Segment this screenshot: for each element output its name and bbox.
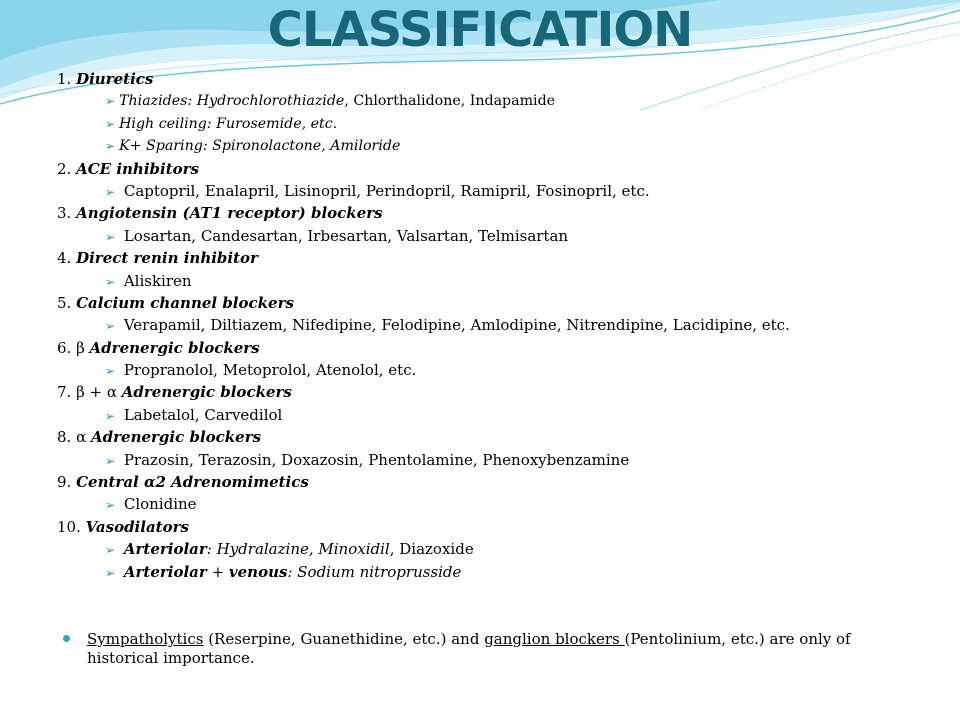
list-item: [57, 270, 937, 292]
section-label: Adrenergic blockers: [121, 383, 292, 402]
section-label: Angiotensin (AT1 receptor) blockers: [76, 204, 383, 223]
item-text: Clonidine: [123, 495, 197, 514]
arrow-bullet-icon: ➢: [105, 139, 116, 154]
arrow-bullet-icon: ➢: [105, 184, 116, 199]
item-text: +: [206, 562, 229, 581]
footnote-span: (Pentolinium, etc.) are only of historical importance.: [87, 630, 851, 667]
arrow-bullet-icon: ➢: [105, 543, 116, 558]
list-item: [57, 135, 937, 157]
list-item: [57, 404, 937, 426]
item-text: , Diazoxide: [389, 540, 474, 559]
section-label: Vasodilators: [85, 517, 189, 536]
arrow-bullet-icon: ➢: [105, 408, 116, 423]
item-text-italic: : Hydralazine, Minoxidil: [206, 540, 390, 559]
arrow-bullet-icon: ➢: [105, 229, 116, 244]
section-heading-1: [57, 68, 937, 90]
list-item: [57, 314, 937, 336]
footnote-text: [87, 630, 923, 668]
item-text: Prazosin, Terazosin, Doxazosin, Phentolamine, Phenoxybenzamine: [123, 450, 630, 469]
arrow-bullet-icon: ➢: [105, 565, 116, 580]
item-text: , Chlorthalidone, Indapamide: [344, 93, 556, 110]
list-item: [57, 180, 937, 202]
list-item: [57, 538, 937, 560]
section-number: 6. β: [57, 338, 85, 357]
list-item: [57, 113, 937, 135]
section-heading-9: [57, 471, 937, 493]
section-label: Adrenergic blockers: [89, 338, 260, 357]
item-term: venous: [228, 562, 288, 581]
arrow-bullet-icon: ➢: [105, 94, 116, 109]
section-label: Calcium channel blockers: [76, 293, 294, 312]
section-heading-7: [57, 381, 937, 403]
arrow-bullet-icon: ➢: [105, 364, 116, 379]
list-item: [57, 90, 937, 112]
classification-list: [57, 68, 937, 583]
section-heading-4: [57, 247, 937, 269]
section-label: Central α2 Adrenomimetics: [76, 473, 309, 492]
item-text-italic: K+ Sparing: Spironolactone, Amiloride: [119, 138, 401, 155]
arrow-bullet-icon: ➢: [105, 498, 116, 513]
item-text: Captopril, Enalapril, Lisinopril, Perindopril, Ramipril, Fosinopril, etc.: [123, 181, 650, 200]
underlined-term: Sympatholytics: [87, 630, 204, 648]
section-label: Diuretics: [76, 70, 154, 88]
section-number: 2.: [57, 159, 72, 178]
section-heading-6: [57, 337, 937, 359]
underlined-term: ganglion blockers: [484, 630, 625, 648]
section-heading-10: [57, 516, 937, 538]
page-title: CLASSIFICATION: [267, 2, 693, 58]
list-item: [57, 493, 937, 515]
section-label: Adrenergic blockers: [91, 428, 262, 447]
arrow-bullet-icon: ➢: [105, 116, 116, 131]
arrow-bullet-icon: ➢: [105, 319, 116, 334]
list-item: [57, 359, 937, 381]
footnote-bullet: [63, 630, 923, 668]
item-term: Arteriolar: [123, 540, 207, 559]
list-item: [57, 561, 937, 583]
item-text: Aliskiren: [123, 271, 192, 290]
section-number: 4.: [57, 249, 72, 268]
section-number: 8. α: [57, 428, 87, 447]
section-heading-8: [57, 426, 937, 448]
section-number: 10.: [57, 517, 81, 536]
section-number: 9.: [57, 473, 72, 492]
list-item: [57, 449, 937, 471]
footnote-span: (Reserpine, Guanethidine, etc.) and: [203, 630, 485, 648]
section-number: 1.: [57, 70, 72, 88]
section-number: 5.: [57, 293, 72, 312]
item-text-italic: Thiazides: Hydrochlorothiazide: [119, 93, 345, 110]
section-heading-5: [57, 292, 937, 314]
section-number: 3.: [57, 204, 72, 223]
item-text: Verapamil, Diltiazem, Nifedipine, Felodipine, Amlodipine, Nitrendipine, Lacidipine, etc.: [123, 316, 790, 335]
section-heading-3: [57, 202, 937, 224]
list-item: [57, 225, 937, 247]
item-text-italic: : Sodium nitroprusside: [287, 562, 462, 581]
item-text: Propranolol, Metoprolol, Atenolol, etc.: [123, 361, 417, 380]
section-heading-2: [57, 158, 937, 180]
arrow-bullet-icon: ➢: [105, 274, 116, 289]
item-text: Losartan, Candesartan, Irbesartan, Valsartan, Telmisartan: [123, 226, 569, 245]
item-term: Arteriolar: [123, 562, 207, 581]
section-label: Direct renin inhibitor: [76, 249, 258, 268]
arrow-bullet-icon: ➢: [105, 453, 116, 468]
round-bullet-icon: [63, 635, 70, 642]
section-number: 7. β + α: [57, 383, 117, 402]
item-text: Labetalol, Carvedilol: [123, 405, 283, 424]
item-text-italic: High ceiling: Furosemide, etc.: [119, 115, 338, 132]
section-label: ACE inhibitors: [76, 159, 200, 178]
